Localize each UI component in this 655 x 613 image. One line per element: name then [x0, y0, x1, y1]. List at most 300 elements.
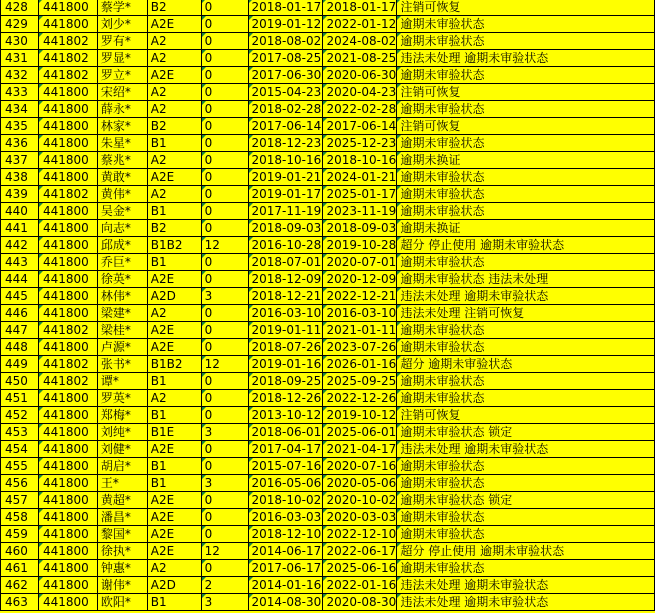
issue-date-cell[interactable]: 2016-03-10 [248, 305, 323, 322]
expiry-date-cell[interactable]: 2020-08-30 [323, 594, 397, 611]
row-number-cell[interactable]: 459 [1, 526, 39, 543]
expiry-date-cell[interactable]: 2025-09-25 [323, 373, 397, 390]
status-cell[interactable]: 逾期未审验状态 [397, 16, 655, 33]
points-cell[interactable]: 0 [201, 458, 248, 475]
name-cell[interactable]: 刘健* [97, 441, 147, 458]
points-cell[interactable]: 3 [201, 475, 248, 492]
license-class-cell[interactable]: A2 [147, 50, 201, 67]
status-cell[interactable]: 注销可恢复 [397, 84, 655, 101]
points-cell[interactable]: 0 [201, 169, 248, 186]
table-row[interactable] [1, 50, 655, 67]
issue-date-cell[interactable]: 2018-01-17 [248, 0, 323, 16]
row-number-cell[interactable]: 458 [1, 509, 39, 526]
expiry-date-cell[interactable]: 2021-04-17 [323, 441, 397, 458]
row-number-cell[interactable]: 457 [1, 492, 39, 509]
table-row[interactable] [1, 152, 655, 169]
table-row[interactable] [1, 492, 655, 509]
table-row[interactable] [1, 288, 655, 305]
issue-date-cell[interactable]: 2016-05-06 [248, 475, 323, 492]
points-cell[interactable]: 0 [201, 50, 248, 67]
status-cell[interactable]: 逾期未审验状态 [397, 526, 655, 543]
name-cell[interactable]: 黄敢* [97, 169, 147, 186]
table-row[interactable] [1, 373, 655, 390]
table-row[interactable] [1, 118, 655, 135]
points-cell[interactable]: 0 [201, 118, 248, 135]
license-class-cell[interactable]: A2E [147, 509, 201, 526]
table-row[interactable] [1, 560, 655, 577]
license-class-cell[interactable]: B1B2 [147, 237, 201, 254]
issue-date-cell[interactable]: 2017-08-25 [248, 50, 323, 67]
license-class-cell[interactable]: A2 [147, 84, 201, 101]
expiry-date-cell[interactable]: 2019-10-28 [323, 237, 397, 254]
license-class-cell[interactable]: A2 [147, 152, 201, 169]
expiry-date-cell[interactable]: 2017-06-14 [323, 118, 397, 135]
issue-date-cell[interactable]: 2018-12-10 [248, 526, 323, 543]
name-cell[interactable]: 刘纯* [97, 424, 147, 441]
status-cell[interactable]: 逾期未审验状态 [397, 560, 655, 577]
area-code-cell[interactable]: 441800 [38, 390, 97, 407]
expiry-date-cell[interactable]: 2022-01-16 [323, 577, 397, 594]
status-cell[interactable]: 逾期未审验状态 [397, 67, 655, 84]
name-cell[interactable]: 徐英* [97, 271, 147, 288]
issue-date-cell[interactable]: 2018-12-26 [248, 390, 323, 407]
status-cell[interactable]: 逾期未审验状态 [397, 169, 655, 186]
points-cell[interactable]: 0 [201, 305, 248, 322]
row-number-cell[interactable]: 450 [1, 373, 39, 390]
table-row[interactable] [1, 407, 655, 424]
status-cell[interactable]: 逾期未审验状态 [397, 339, 655, 356]
name-cell[interactable]: 乔巨* [97, 254, 147, 271]
issue-date-cell[interactable]: 2014-06-17 [248, 543, 323, 560]
issue-date-cell[interactable]: 2019-01-16 [248, 356, 323, 373]
row-number-cell[interactable]: 447 [1, 322, 39, 339]
issue-date-cell[interactable]: 2014-01-16 [248, 577, 323, 594]
points-cell[interactable]: 0 [201, 33, 248, 50]
row-number-cell[interactable]: 440 [1, 203, 39, 220]
row-number-cell[interactable]: 431 [1, 50, 39, 67]
area-code-cell[interactable]: 441800 [38, 101, 97, 118]
expiry-date-cell[interactable]: 2020-06-30 [323, 67, 397, 84]
status-cell[interactable]: 逾期未审验状态 [397, 203, 655, 220]
issue-date-cell[interactable]: 2018-12-23 [248, 135, 323, 152]
points-cell[interactable]: 2 [201, 577, 248, 594]
table-row[interactable] [1, 33, 655, 50]
points-cell[interactable]: 0 [201, 84, 248, 101]
row-number-cell[interactable]: 428 [1, 0, 39, 16]
expiry-date-cell[interactable]: 2020-04-23 [323, 84, 397, 101]
area-code-cell[interactable]: 441800 [38, 492, 97, 509]
issue-date-cell[interactable]: 2018-09-03 [248, 220, 323, 237]
area-code-cell[interactable]: 441800 [38, 526, 97, 543]
name-cell[interactable]: 薛永* [97, 101, 147, 118]
license-class-cell[interactable]: A2E [147, 526, 201, 543]
area-code-cell[interactable]: 441800 [38, 135, 97, 152]
license-class-cell[interactable]: B1 [147, 254, 201, 271]
row-number-cell[interactable]: 438 [1, 169, 39, 186]
status-cell[interactable]: 逾期未审验状态 [397, 254, 655, 271]
license-class-cell[interactable]: B1 [147, 203, 201, 220]
table-row[interactable] [1, 254, 655, 271]
area-code-cell[interactable]: 441800 [38, 84, 97, 101]
row-number-cell[interactable]: 436 [1, 135, 39, 152]
name-cell[interactable]: 欧阳* [97, 594, 147, 611]
status-cell[interactable]: 逾期未审验状态 锁定 [397, 424, 655, 441]
row-number-cell[interactable]: 439 [1, 186, 39, 203]
expiry-date-cell[interactable]: 2025-06-01 [323, 424, 397, 441]
row-number-cell[interactable]: 456 [1, 475, 39, 492]
area-code-cell[interactable]: 441800 [38, 594, 97, 611]
expiry-date-cell[interactable]: 2022-06-17 [323, 543, 397, 560]
area-code-cell[interactable]: 441802 [38, 186, 97, 203]
table-row[interactable] [1, 509, 655, 526]
name-cell[interactable]: 徐执* [97, 543, 147, 560]
table-row[interactable] [1, 577, 655, 594]
row-number-cell[interactable]: 445 [1, 288, 39, 305]
row-number-cell[interactable]: 448 [1, 339, 39, 356]
table-row[interactable] [1, 237, 655, 254]
expiry-date-cell[interactable]: 2023-07-26 [323, 339, 397, 356]
issue-date-cell[interactable]: 2018-02-28 [248, 101, 323, 118]
license-class-cell[interactable]: A2E [147, 543, 201, 560]
area-code-cell[interactable]: 441800 [38, 458, 97, 475]
issue-date-cell[interactable]: 2018-10-16 [248, 152, 323, 169]
expiry-date-cell[interactable]: 2018-09-03 [323, 220, 397, 237]
issue-date-cell[interactable]: 2018-06-01 [248, 424, 323, 441]
area-code-cell[interactable]: 441802 [38, 373, 97, 390]
points-cell[interactable]: 0 [201, 509, 248, 526]
row-number-cell[interactable]: 446 [1, 305, 39, 322]
license-class-cell[interactable]: B1 [147, 373, 201, 390]
area-code-cell[interactable]: 441800 [38, 543, 97, 560]
points-cell[interactable]: 0 [201, 373, 248, 390]
area-code-cell[interactable]: 441800 [38, 509, 97, 526]
table-row[interactable] [1, 0, 655, 16]
license-class-cell[interactable]: B1 [147, 135, 201, 152]
points-cell[interactable]: 0 [201, 186, 248, 203]
expiry-date-cell[interactable]: 2018-01-17 [323, 0, 397, 16]
license-class-cell[interactable]: A2 [147, 101, 201, 118]
name-cell[interactable]: 张书* [97, 356, 147, 373]
status-cell[interactable]: 违法未处理 逾期未审验状态 [397, 50, 655, 67]
name-cell[interactable]: 林家* [97, 118, 147, 135]
area-code-cell[interactable]: 441800 [38, 577, 97, 594]
name-cell[interactable]: 胡启* [97, 458, 147, 475]
area-code-cell[interactable]: 441802 [38, 356, 97, 373]
table-row[interactable] [1, 526, 655, 543]
name-cell[interactable]: 刘少* [97, 16, 147, 33]
points-cell[interactable]: 0 [201, 560, 248, 577]
issue-date-cell[interactable]: 2017-06-30 [248, 67, 323, 84]
name-cell[interactable]: 黎国* [97, 526, 147, 543]
name-cell[interactable]: 罗显* [97, 50, 147, 67]
expiry-date-cell[interactable]: 2022-01-12 [323, 16, 397, 33]
points-cell[interactable]: 0 [201, 526, 248, 543]
table-row[interactable] [1, 339, 655, 356]
license-class-cell[interactable]: A2E [147, 67, 201, 84]
name-cell[interactable]: 谢伟* [97, 577, 147, 594]
expiry-date-cell[interactable]: 2022-12-21 [323, 288, 397, 305]
expiry-date-cell[interactable]: 2019-10-12 [323, 407, 397, 424]
expiry-date-cell[interactable]: 2025-12-23 [323, 135, 397, 152]
area-code-cell[interactable]: 441802 [38, 322, 97, 339]
row-number-cell[interactable]: 435 [1, 118, 39, 135]
issue-date-cell[interactable]: 2018-10-02 [248, 492, 323, 509]
expiry-date-cell[interactable]: 2022-12-26 [323, 390, 397, 407]
name-cell[interactable]: 卢源* [97, 339, 147, 356]
issue-date-cell[interactable]: 2017-06-14 [248, 118, 323, 135]
issue-date-cell[interactable]: 2018-08-02 [248, 33, 323, 50]
name-cell[interactable]: 谭* [97, 373, 147, 390]
issue-date-cell[interactable]: 2018-12-09 [248, 271, 323, 288]
issue-date-cell[interactable]: 2019-01-17 [248, 186, 323, 203]
points-cell[interactable]: 0 [201, 220, 248, 237]
status-cell[interactable]: 逾期未审验状态 [397, 33, 655, 50]
points-cell[interactable]: 0 [201, 322, 248, 339]
points-cell[interactable]: 0 [201, 390, 248, 407]
row-number-cell[interactable]: 441 [1, 220, 39, 237]
expiry-date-cell[interactable]: 2020-05-06 [323, 475, 397, 492]
points-cell[interactable]: 0 [201, 135, 248, 152]
license-class-cell[interactable]: A2D [147, 288, 201, 305]
row-number-cell[interactable]: 430 [1, 33, 39, 50]
area-code-cell[interactable]: 441800 [38, 16, 97, 33]
points-cell[interactable]: 0 [201, 67, 248, 84]
expiry-date-cell[interactable]: 2020-10-02 [323, 492, 397, 509]
row-number-cell[interactable]: 443 [1, 254, 39, 271]
license-class-cell[interactable]: A2 [147, 33, 201, 50]
status-cell[interactable]: 逾期未审验状态 [397, 373, 655, 390]
points-cell[interactable]: 0 [201, 271, 248, 288]
row-number-cell[interactable]: 429 [1, 16, 39, 33]
expiry-date-cell[interactable]: 2020-03-03 [323, 509, 397, 526]
expiry-date-cell[interactable]: 2024-08-02 [323, 33, 397, 50]
area-code-cell[interactable]: 441800 [38, 339, 97, 356]
expiry-date-cell[interactable]: 2026-01-16 [323, 356, 397, 373]
license-class-cell[interactable]: A2E [147, 441, 201, 458]
points-cell[interactable]: 0 [201, 0, 248, 16]
issue-date-cell[interactable]: 2017-04-17 [248, 441, 323, 458]
status-cell[interactable]: 超分 停止使用 逾期未审验状态 [397, 237, 655, 254]
expiry-date-cell[interactable]: 2018-10-16 [323, 152, 397, 169]
license-class-cell[interactable]: B2 [147, 0, 201, 16]
status-cell[interactable]: 逾期未审验状态 锁定 [397, 492, 655, 509]
status-cell[interactable]: 超分 逾期未审验状态 [397, 356, 655, 373]
status-cell[interactable]: 违法未处理 注销可恢复 [397, 305, 655, 322]
row-number-cell[interactable]: 454 [1, 441, 39, 458]
area-code-cell[interactable]: 441800 [38, 220, 97, 237]
name-cell[interactable]: 黄超* [97, 492, 147, 509]
row-number-cell[interactable]: 451 [1, 390, 39, 407]
status-cell[interactable]: 逾期未审验状态 [397, 135, 655, 152]
status-cell[interactable]: 逾期未审验状态 [397, 322, 655, 339]
issue-date-cell[interactable]: 2015-04-23 [248, 84, 323, 101]
table-row[interactable] [1, 543, 655, 560]
name-cell[interactable]: 王* [97, 475, 147, 492]
license-class-cell[interactable]: B1 [147, 458, 201, 475]
table-row[interactable] [1, 101, 655, 118]
name-cell[interactable]: 梁建* [97, 305, 147, 322]
issue-date-cell[interactable]: 2018-07-26 [248, 339, 323, 356]
row-number-cell[interactable]: 449 [1, 356, 39, 373]
row-number-cell[interactable]: 463 [1, 594, 39, 611]
expiry-date-cell[interactable]: 2022-02-28 [323, 101, 397, 118]
license-class-cell[interactable]: A2E [147, 492, 201, 509]
license-class-cell[interactable]: A2E [147, 271, 201, 288]
table-row[interactable] [1, 271, 655, 288]
name-cell[interactable]: 郑梅* [97, 407, 147, 424]
table-row[interactable] [1, 203, 655, 220]
status-cell[interactable]: 逾期未审验状态 [397, 458, 655, 475]
name-cell[interactable]: 罗英* [97, 390, 147, 407]
name-cell[interactable]: 林伟* [97, 288, 147, 305]
issue-date-cell[interactable]: 2018-07-01 [248, 254, 323, 271]
row-number-cell[interactable]: 460 [1, 543, 39, 560]
license-class-cell[interactable]: A2 [147, 560, 201, 577]
name-cell[interactable]: 蔡学* [97, 0, 147, 16]
name-cell[interactable]: 吴金* [97, 203, 147, 220]
license-class-cell[interactable]: A2E [147, 169, 201, 186]
table-row[interactable] [1, 390, 655, 407]
issue-date-cell[interactable]: 2014-08-30 [248, 594, 323, 611]
area-code-cell[interactable]: 441800 [38, 152, 97, 169]
status-cell[interactable]: 逾期未换证 [397, 152, 655, 169]
status-cell[interactable]: 注销可恢复 [397, 407, 655, 424]
points-cell[interactable]: 12 [201, 356, 248, 373]
area-code-cell[interactable]: 441800 [38, 441, 97, 458]
status-cell[interactable]: 违法未处理 逾期未审验状态 [397, 441, 655, 458]
area-code-cell[interactable]: 441800 [38, 560, 97, 577]
issue-date-cell[interactable]: 2019-01-11 [248, 322, 323, 339]
row-number-cell[interactable]: 444 [1, 271, 39, 288]
area-code-cell[interactable]: 441800 [38, 254, 97, 271]
expiry-date-cell[interactable]: 2023-11-19 [323, 203, 397, 220]
issue-date-cell[interactable]: 2019-01-12 [248, 16, 323, 33]
expiry-date-cell[interactable]: 2020-07-01 [323, 254, 397, 271]
points-cell[interactable]: 0 [201, 16, 248, 33]
area-code-cell[interactable]: 441800 [38, 169, 97, 186]
area-code-cell[interactable]: 441800 [38, 237, 97, 254]
row-number-cell[interactable]: 437 [1, 152, 39, 169]
issue-date-cell[interactable]: 2017-06-17 [248, 560, 323, 577]
row-number-cell[interactable]: 434 [1, 101, 39, 118]
status-cell[interactable]: 逾期未审验状态 [397, 101, 655, 118]
area-code-cell[interactable]: 441802 [38, 50, 97, 67]
status-cell[interactable]: 违法未处理 逾期未审验状态 [397, 594, 655, 611]
points-cell[interactable]: 0 [201, 152, 248, 169]
points-cell[interactable]: 3 [201, 594, 248, 611]
status-cell[interactable]: 注销可恢复 [397, 118, 655, 135]
issue-date-cell[interactable]: 2019-01-21 [248, 169, 323, 186]
name-cell[interactable]: 邱成* [97, 237, 147, 254]
points-cell[interactable]: 0 [201, 441, 248, 458]
points-cell[interactable]: 0 [201, 339, 248, 356]
name-cell[interactable]: 罗立* [97, 67, 147, 84]
points-cell[interactable]: 0 [201, 203, 248, 220]
table-row[interactable] [1, 84, 655, 101]
name-cell[interactable]: 罗有* [97, 33, 147, 50]
status-cell[interactable]: 超分 停止使用 逾期未审验状态 [397, 543, 655, 560]
issue-date-cell[interactable]: 2016-10-28 [248, 237, 323, 254]
expiry-date-cell[interactable]: 2020-07-16 [323, 458, 397, 475]
area-code-cell[interactable]: 441800 [38, 203, 97, 220]
table-row[interactable] [1, 186, 655, 203]
area-code-cell[interactable]: 441802 [38, 67, 97, 84]
row-number-cell[interactable]: 452 [1, 407, 39, 424]
license-class-cell[interactable]: A2E [147, 16, 201, 33]
license-class-cell[interactable]: A2 [147, 305, 201, 322]
row-number-cell[interactable]: 432 [1, 67, 39, 84]
table-row[interactable] [1, 220, 655, 237]
issue-date-cell[interactable]: 2018-09-25 [248, 373, 323, 390]
expiry-date-cell[interactable]: 2025-06-16 [323, 560, 397, 577]
row-number-cell[interactable]: 433 [1, 84, 39, 101]
table-row[interactable] [1, 594, 655, 611]
table-row[interactable] [1, 356, 655, 373]
area-code-cell[interactable]: 441800 [38, 424, 97, 441]
area-code-cell[interactable]: 441800 [38, 118, 97, 135]
area-code-cell[interactable]: 441800 [38, 271, 97, 288]
row-number-cell[interactable]: 455 [1, 458, 39, 475]
issue-date-cell[interactable]: 2017-11-19 [248, 203, 323, 220]
table-row[interactable] [1, 16, 655, 33]
issue-date-cell[interactable]: 2016-03-03 [248, 509, 323, 526]
table-row[interactable] [1, 458, 655, 475]
status-cell[interactable]: 逾期未审验状态 [397, 186, 655, 203]
name-cell[interactable]: 梁桂* [97, 322, 147, 339]
license-class-cell[interactable]: B1B2 [147, 356, 201, 373]
license-class-cell[interactable]: B1 [147, 407, 201, 424]
area-code-cell[interactable]: 441800 [38, 407, 97, 424]
license-class-cell[interactable]: B1 [147, 475, 201, 492]
area-code-cell[interactable]: 441800 [38, 475, 97, 492]
license-class-cell[interactable]: A2E [147, 339, 201, 356]
area-code-cell[interactable]: 441800 [38, 288, 97, 305]
status-cell[interactable]: 逾期未换证 [397, 220, 655, 237]
status-cell[interactable]: 逾期未审验状态 [397, 390, 655, 407]
name-cell[interactable]: 黄伟* [97, 186, 147, 203]
table-row[interactable] [1, 441, 655, 458]
area-code-cell[interactable]: 441800 [38, 0, 97, 16]
expiry-date-cell[interactable]: 2022-12-10 [323, 526, 397, 543]
status-cell[interactable]: 逾期未审验状态 [397, 509, 655, 526]
name-cell[interactable]: 朱星* [97, 135, 147, 152]
row-number-cell[interactable]: 442 [1, 237, 39, 254]
status-cell[interactable]: 逾期未审验状态 [397, 475, 655, 492]
points-cell[interactable]: 0 [201, 254, 248, 271]
license-class-cell[interactable]: B2 [147, 220, 201, 237]
points-cell[interactable]: 0 [201, 101, 248, 118]
license-class-cell[interactable]: B1E [147, 424, 201, 441]
expiry-date-cell[interactable]: 2025-01-17 [323, 186, 397, 203]
points-cell[interactable]: 12 [201, 543, 248, 560]
issue-date-cell[interactable]: 2018-12-21 [248, 288, 323, 305]
status-cell[interactable]: 违法未处理 逾期未审验状态 [397, 577, 655, 594]
expiry-date-cell[interactable]: 2021-01-11 [323, 322, 397, 339]
status-cell[interactable]: 注销可恢复 [397, 0, 655, 16]
table-row[interactable] [1, 322, 655, 339]
issue-date-cell[interactable]: 2015-07-16 [248, 458, 323, 475]
status-cell[interactable]: 逾期未审验状态 违法未处理 [397, 271, 655, 288]
table-row[interactable] [1, 135, 655, 152]
row-number-cell[interactable]: 461 [1, 560, 39, 577]
license-class-cell[interactable]: A2 [147, 186, 201, 203]
expiry-date-cell[interactable]: 2016-03-10 [323, 305, 397, 322]
points-cell[interactable]: 12 [201, 237, 248, 254]
points-cell[interactable]: 3 [201, 424, 248, 441]
license-class-cell[interactable]: A2D [147, 577, 201, 594]
points-cell[interactable]: 0 [201, 407, 248, 424]
status-cell[interactable]: 违法未处理 逾期未审验状态 [397, 288, 655, 305]
